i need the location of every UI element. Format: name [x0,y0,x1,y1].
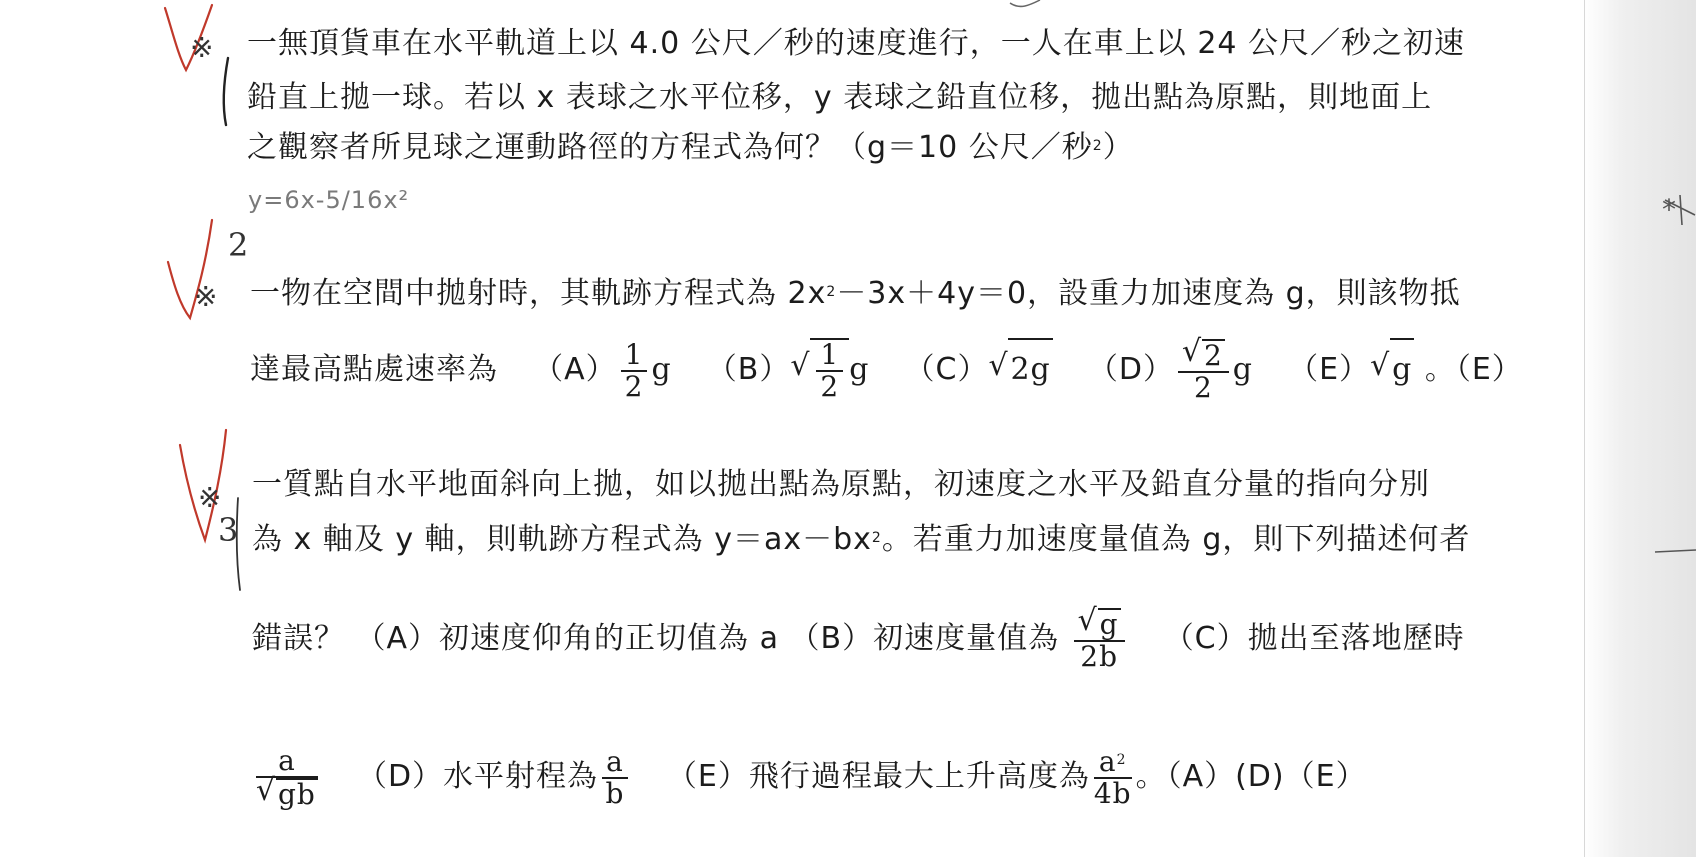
q3-option-e-den: 4b [1093,776,1132,810]
q3-line2 [252,522,1470,558]
q3-option-e-text: （E）飛行過程最大上升高度為 [666,759,1090,794]
q2-option-a-label: （A） [533,352,617,387]
q2-option-d-num [1178,339,1229,373]
q3-option-e-num-base: a [1098,744,1117,778]
q2-option-d-den: 2 [1193,370,1213,404]
q3-line2-b: 。若重力加速度量值為 g，則下列描述何者 [881,522,1471,557]
q2-line1-b: －3x＋4y＝0，設重力加速度為 g，則該物抵 [836,276,1461,311]
q3-option-b-num [1074,608,1125,642]
q2-line2 [250,338,1523,403]
q3-option-d-text: （D）水平射程為 [356,759,599,794]
q2-marker: ※ [194,280,218,313]
checkmark-q1-tail [224,58,228,125]
q2-line1-sup: 2 [826,284,837,300]
q2-option-b-sqrt [790,338,849,402]
q2-option-d-tail: g [1232,352,1253,387]
q2-option-d-fraction [1178,339,1229,403]
q2-option-d-label: （D） [1087,352,1174,387]
q2-option-a-fraction [621,337,648,403]
q3-marker: ※ [198,481,222,514]
q3-option-e-num [1094,744,1132,779]
q2-line1 [250,276,1461,312]
q3-option-c-num: a [256,746,318,778]
q2-option-b-num: √ 1 [816,340,843,372]
q2-answer: 。（E） [1424,352,1523,387]
q2-option-d-num-sqrt [1182,339,1225,371]
q3-option-c-den [256,778,318,810]
q3-option-c-den-sqrt [256,778,318,810]
q2-option-a-den: 2 [624,369,644,403]
q1-line3-sup: 2 [1092,138,1103,154]
q2-line2-start: 達最高點處速率為 [250,352,498,387]
q2-line1-a: 一物在空間中拋射時，其軌跡方程式為 2x [250,276,827,311]
q2-option-c-sqrt [988,338,1052,400]
handwritten-q3-number: 3 [218,511,239,549]
margin-dash [1655,550,1696,552]
q3-line2-a: 為 x 軸及 y 軸，則軌跡方程式為 y＝ax－bx [252,522,872,557]
q2-option-c-label: （C） [904,352,989,387]
q3-option-b-num-sqrt [1078,608,1121,640]
q3-option-b-num-radicand: g [1099,607,1119,641]
q3-line3 [252,604,1465,674]
margin-star: * [1662,193,1676,226]
q3-option-d-fraction [602,744,628,810]
q1-line2: 鉛直上拋一球。若以 x 表球之水平位移，y 表球之鉛直位移，拋出點為原點，則地面上 [247,80,1433,115]
q2-option-b-radicand [810,338,849,402]
q2-option-e-label: （E） [1288,352,1371,387]
q2-option-e-radicand: g [1390,338,1414,400]
q2-option-e-sqrt [1370,338,1414,400]
q1-line3-end: ） [1102,130,1134,165]
q3-option-c-fraction [256,743,318,811]
q3-option-d-num: a [602,747,628,779]
q2-option-a-num: 1 [621,340,648,372]
handwritten-q2-number: 2 [228,226,249,264]
pencil-scribble-top [1010,0,1040,6]
q3-line3-b: （C）拋出至落地歷時 [1163,621,1465,656]
q3-line2-sup: 2 [871,530,882,546]
q3-option-b-fraction [1074,608,1125,672]
q3-answer: 。（A）(D)（E） [1135,759,1367,794]
q3-line3-a: 錯誤？ （A）初速度仰角的正切值為 a （B）初速度量值為 [252,621,1060,656]
q2-option-b-fraction [816,340,843,402]
q1-line3 [247,130,1134,166]
q1-answer: y=6x-5/16x² [248,186,410,214]
q2-option-b-den: 2 [820,370,840,403]
q3-option-b-den: 2b [1080,639,1118,673]
q2-option-b-label: （B） [706,352,791,387]
q3-line1: 一質點自水平地面斜向上拋，如以拋出點為原點，初速度之水平及鉛直分量的指向分別 [252,467,1430,502]
q1-marker: ※ [190,31,214,64]
q2-option-c-radicand: 2g [1008,338,1052,400]
q2-option-b-tail: g [849,352,870,387]
q1-line1: 一無頂貨車在水平軌道上以 4.0 公尺／秒的速度進行，一人在車上以 24 公尺／秒之初速 [247,26,1466,61]
q3-option-c-den-radicand: gb [278,777,316,811]
q2-option-d-num-radicand: 2 [1203,338,1223,372]
q3-option-d-den: b [605,776,625,810]
q3-option-e-num-sup: 2 [1116,751,1127,768]
q3-option-e-fraction [1093,744,1132,810]
q1-line3-text: 之觀察者所見球之運動路徑的方程式為何？（g＝10 公尺／秒 [247,130,1093,165]
q2-option-a-tail: g [651,352,672,387]
q3-line4 [252,742,1367,812]
